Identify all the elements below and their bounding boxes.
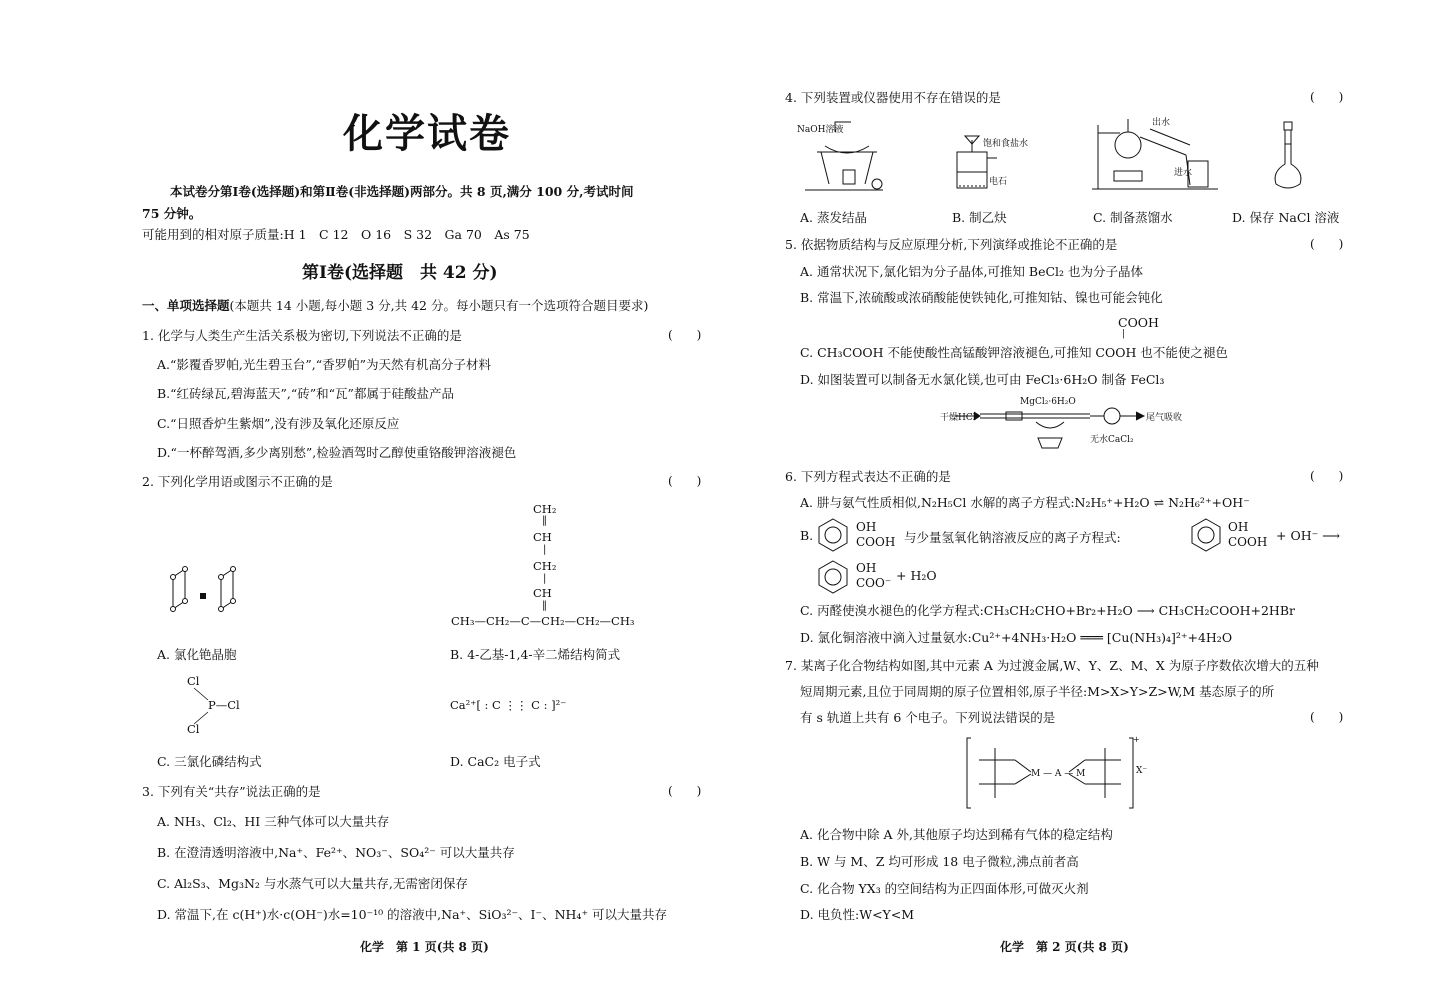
benzene-ring-2 [1188, 516, 1224, 552]
q7-stem-2: 短周期元素,且位于同周期的原子位置相邻,原子半径:M>X>Y>Z>W,M 基态原子的所 [800, 684, 1275, 699]
footer-page-2: 化学 第 2 页(共 8 页) [1000, 940, 1129, 954]
q1-option-b: B.“红砖绿瓦,碧海蓝天”,“砖”和“瓦”都属于硅酸盐产品 [157, 386, 454, 401]
cac2-electron-formula: Ca²⁺[ : C ⋮⋮ C : ]²⁻ [450, 698, 567, 712]
page-title: 化学试卷 [343, 111, 511, 157]
pcl3-cl-bottom: Cl [187, 722, 200, 736]
q2-option-b: B. 4-乙基-1,4-辛二烯结构简式 [450, 647, 621, 662]
q7-struct-anion: X⁻ [1136, 766, 1148, 776]
diene-double-bond-2: ‖ [542, 600, 547, 611]
q5-answer-paren: ( ) [1310, 237, 1344, 251]
q7-option-c: C. 化合物 YX₃ 的空间结构为正四面体形,可做灭火剂 [800, 881, 1089, 896]
intro-line-2: 75 分钟。 [142, 206, 202, 221]
q1-option-d: D.“一杯醉驾酒,多少离别愁”,检验酒驾时乙醇使重铬酸钾溶液褪色 [157, 445, 517, 460]
section-title: 第Ⅰ卷(选择题 共 42 分) [302, 263, 498, 283]
q5-apparatus [940, 394, 1210, 452]
water-out-label: 出水 [1152, 118, 1171, 128]
stone-label: 电石 [989, 177, 1008, 187]
q6-stem: 6. 下列方程式表达不正确的是 [785, 469, 951, 484]
part-heading [142, 296, 648, 314]
naoh-label: NaOH溶液 [797, 125, 844, 135]
q1-option-c: C.“日照香炉生紫烟”,没有涉及氧化还原反应 [157, 416, 400, 431]
q4-apparatus-d [1268, 118, 1308, 198]
q4-apparatus-c [1090, 115, 1220, 200]
q4-apparatus-a [795, 118, 885, 198]
q3-option-b: B. 在澄清透明溶液中,Na⁺、Fe²⁺、NO₃⁻、SO₄²⁻ 可以大量共存 [157, 845, 515, 860]
q2-option-a: A. 氯化铯晶胞 [157, 647, 237, 662]
atomic-mass-line: 可能用到的相对原子质量:H 1 C 12 O 16 S 32 Ga 70 As 75 [142, 227, 530, 242]
q4-option-c: C. 制备蒸馏水 [1093, 210, 1173, 225]
q6-b-r1-cooh: COOH [856, 535, 896, 549]
q7-stem-1: 7. 某离子化合物结构如图,其中元素 A 为过渡金属,W、Y、Z、M、X 为原子序数依次增大的五种 [785, 658, 1319, 673]
cscl-cell-figure [165, 565, 245, 625]
q3-option-a: A. NH₃、Cl₂、HI 三种气体可以大量共存 [157, 814, 390, 829]
q3-option-c: C. Al₂S₃、Mg₃N₂ 与水蒸气可以大量共存,无需密闭保存 [157, 876, 468, 891]
q3-option-d: D. 常温下,在 c(H⁺)水·c(OH⁻)水=10⁻¹⁰ 的溶液中,Na⁺、SiO₃²⁻、I⁻、NH₄⁺ 可以大量共存 [157, 907, 668, 922]
app-right-label: 尾气吸收 [1146, 413, 1183, 423]
q6-option-a: A. 肼与氨气性质相似,N₂H₅Cl 水解的离子方程式:N₂H₅⁺+H₂O ⇌ N₂H₆²⁺+OH⁻ [800, 495, 1250, 510]
benzene-ring-3 [815, 558, 851, 594]
q3-answer-paren: ( ) [668, 784, 702, 798]
q7-option-d: D. 电负性:W<Y<M [800, 907, 915, 922]
q7-structure [965, 736, 1140, 812]
q4-option-d: D. 保存 NaCl 溶液 [1232, 210, 1340, 225]
footer-page-1: 化学 第 1 页(共 8 页) [360, 940, 489, 954]
part-label: 一、单项选择题 [142, 298, 230, 313]
pcl3-p: P—Cl [208, 698, 240, 712]
benzene-ring-1 [815, 516, 851, 552]
q1-answer-paren: ( ) [668, 328, 702, 342]
q7-stem-3: 有 s 轨道上共有 6 个电子。下列说法错误的是 [800, 710, 1056, 725]
q6-option-d: D. 氯化铜溶液中滴入过量氨水:Cu²⁺+4NH₃·H₂O ═══ [Cu(NH₃)₄]²⁺+4H₂O [800, 630, 1233, 645]
diene-ch-2: CH [533, 586, 552, 600]
part-desc: (本题共 14 小题,每小题 3 分,共 42 分。每小题只有一个选项符合题目要求) [229, 298, 649, 313]
app-bottom-label: 无水CaCl₂ [1090, 435, 1134, 445]
diene-main-chain: CH₃—CH₂—C—CH₂—CH₂—CH₃ [451, 614, 635, 628]
q6-option-c: C. 丙醛使溴水褪色的化学方程式:CH₃CH₂CHO+Br₂+H₂O ⟶ CH₃CH₂COOH+2HBr [800, 603, 1295, 618]
q4-option-a: A. 蒸发结晶 [800, 210, 867, 225]
q1-stem: 1. 化学与人类生产生活关系极为密切,下列说法不正确的是 [142, 328, 462, 343]
q2-stem: 2. 下列化学用语或图示不正确的是 [142, 474, 333, 489]
q6-b-lead: B. [800, 528, 814, 543]
q7-answer-paren: ( ) [1310, 710, 1344, 724]
q6-b-tail: + OH⁻ ⟶ [1276, 528, 1341, 543]
q5-option-c: C. CH₃COOH 不能使酸性高锰酸钾溶液褪色,可推知 COOH 也不能使之褪色 [800, 345, 1228, 360]
q6-b-product: + H₂O [896, 568, 937, 583]
app-left-label: 干燥HCl [940, 413, 976, 423]
q2-option-c: C. 三氯化磷结构式 [157, 754, 262, 769]
q6-b-r2-oh: OH [1228, 520, 1249, 534]
q6-answer-paren: ( ) [1310, 469, 1344, 483]
q4-apparatus-b [945, 128, 1045, 198]
pcl3-cl-top: Cl [187, 674, 200, 688]
diene-ch2-mid: CH₂ [533, 559, 557, 573]
q5-option-b: B. 常温下,浓硫酸或浓硝酸能使铁钝化,可推知钴、镍也可能会钝化 [800, 290, 1163, 305]
app-top-label: MgCl₂·6H₂O [1020, 397, 1076, 407]
q5-oxalic-top: COOH [1118, 315, 1159, 330]
q7-option-a: A. 化合物中除 A 外,其他原子均达到稀有气体的稳定结构 [800, 827, 1113, 842]
q6-b-p-coo: COO⁻ [856, 576, 892, 590]
q7-struct-charge: + [1133, 735, 1140, 744]
q2-answer-paren: ( ) [668, 474, 702, 488]
q5-option-d: D. 如图装置可以制备无水氯化镁,也可由 FeCl₃·6H₂O 制备 FeCl₃ [800, 372, 1165, 387]
diene-double-bond-1: ‖ [542, 515, 547, 526]
q2-option-d: D. CaC₂ 电子式 [450, 754, 541, 769]
q4-stem: 4. 下列装置或仪器使用不存在错误的是 [785, 90, 1001, 105]
q6-b-p-oh: OH [856, 561, 877, 575]
q4-option-b: B. 制乙炔 [952, 210, 1007, 225]
q6-b-r2-cooh: COOH [1228, 535, 1268, 549]
q6-b-r1-oh: OH [856, 520, 877, 534]
diene-bond-2: | [543, 573, 547, 584]
q4-answer-paren: ( ) [1310, 90, 1344, 104]
q1-option-a: A.“影覆香罗帕,光生碧玉台”,“香罗帕”为天然有机高分子材料 [157, 357, 492, 372]
q5-stem: 5. 依据物质结构与反应原理分析,下列演绎或推论不正确的是 [785, 237, 1118, 252]
q5-option-a: A. 通常状况下,氯化铝为分子晶体,可推知 BeCl₂ 也为分子晶体 [800, 264, 1144, 279]
diene-bond-1: | [543, 544, 547, 555]
q7-option-b: B. W 与 M、Z 均可形成 18 电子微粒,沸点前者高 [800, 854, 1079, 869]
diene-ch-1: CH [533, 530, 552, 544]
q3-stem: 3. 下列有关“共存”说法正确的是 [142, 784, 321, 799]
intro-line-1: 本试卷分第Ⅰ卷(选择题)和第Ⅱ卷(非选择题)两部分。共 8 页,满分 100 分,考试时间 [170, 184, 634, 199]
q6-b-mid: 与少量氢氧化钠溶液反应的离子方程式: [904, 530, 1121, 545]
q7-struct-core: M — A — M [1031, 769, 1086, 779]
q5-oxalic-bond: | [1122, 329, 1126, 339]
diene-ch2-top: CH₂ [533, 502, 557, 516]
water-in-label: 进水 [1174, 168, 1193, 178]
brine-label: 饱和食盐水 [983, 139, 1029, 149]
